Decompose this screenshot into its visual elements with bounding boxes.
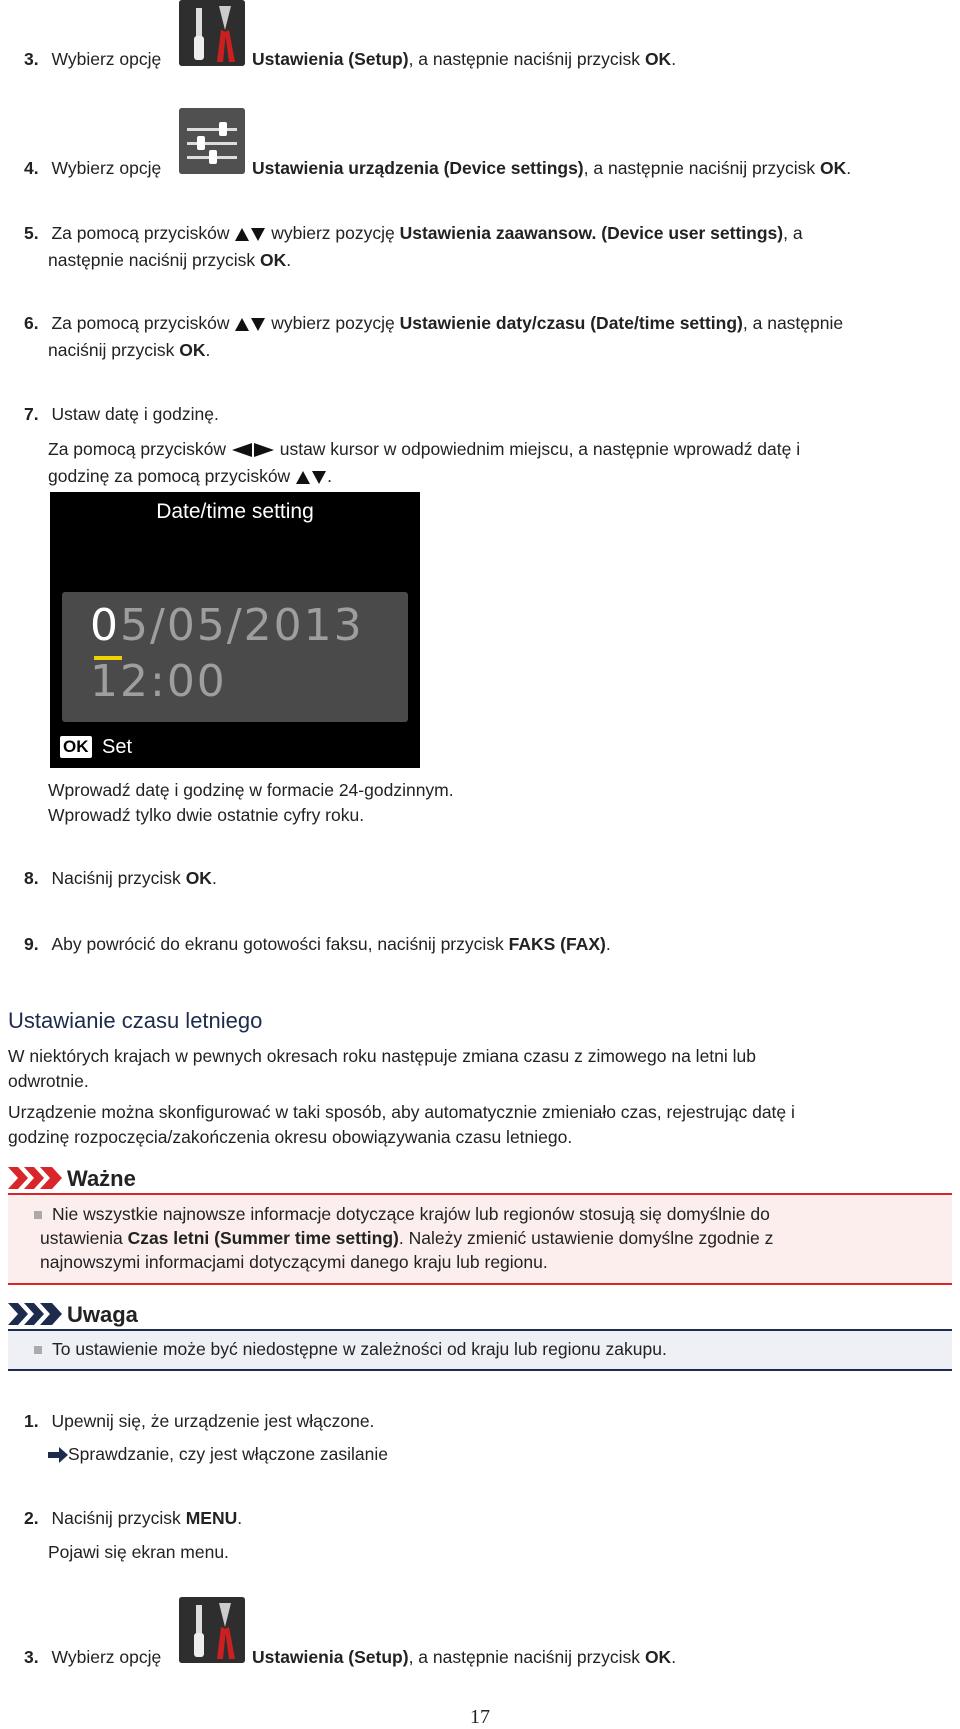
setup-label: Ustawienia (Setup) xyxy=(252,49,409,69)
note-l1 xyxy=(34,1338,667,1360)
step-number: 1. xyxy=(24,1411,39,1431)
step-text-end: , a następnie xyxy=(742,313,844,333)
important-text: Nie wszystkie najnowsze informacje dotyczące krajów lub regionów stosują się domyślnie do xyxy=(52,1204,770,1224)
lcd-date xyxy=(90,600,364,651)
lcd-title: Date/time setting xyxy=(156,500,314,523)
power-check-link-text: Sprawdzanie, czy jest włączone zasilanie xyxy=(68,1444,389,1464)
down-arrow-icon xyxy=(312,471,326,484)
step-number: 3. xyxy=(24,49,39,69)
step-text: Za pomocą przycisków xyxy=(51,223,230,243)
step-text-end: . xyxy=(205,340,211,360)
step-7 xyxy=(24,403,219,425)
step-text-mid: ustaw kursor w odpowiednim miejscu, a następnie wprowadź datę i xyxy=(274,439,801,459)
step-text: Wybierz opcję xyxy=(51,158,162,178)
step-text-mid: wybierz pozycję xyxy=(266,313,400,333)
step-3-rest xyxy=(252,48,676,70)
step-number: 2. xyxy=(24,1508,39,1528)
step-text-end: . xyxy=(327,466,332,486)
step-text: Wybierz opcję xyxy=(51,49,162,69)
step-7-note2: Wprowadź tylko dwie ostatnie cyfry roku. xyxy=(48,805,365,825)
setup-tools-icon xyxy=(179,0,245,66)
step-number: 8. xyxy=(24,868,39,888)
step-text-mid: wybierz pozycję xyxy=(266,223,400,243)
lcd-cursor-digit: 0 xyxy=(90,600,120,651)
step-text-mid: , a następnie naciśnij przycisk xyxy=(408,1647,645,1667)
date-time-setting-label: Ustawienie daty/czasu (Date/time setting) xyxy=(399,313,743,333)
step-text: następnie naciśnij przycisk xyxy=(48,250,261,270)
step-text: godzinę za pomocą przycisków xyxy=(48,466,291,486)
right-arrow-icon xyxy=(254,443,274,457)
step-4-rest xyxy=(252,157,851,179)
lcd-screen xyxy=(50,492,420,768)
section-title: Ustawianie czasu letniego xyxy=(8,1008,263,1033)
note-text: To ustawienie może być niedostępne w zależności od kraju lub regionu zakupu. xyxy=(52,1339,667,1359)
lcd-ok-badge: OK xyxy=(60,736,92,758)
step-text-end: . xyxy=(671,49,677,69)
lcd-date-panel xyxy=(62,592,408,722)
bottom-step-3 xyxy=(24,1646,161,1668)
step-text-end: , a xyxy=(783,223,803,243)
important-text-end: . Należy zmienić ustawienie domyślne zgodnie z xyxy=(398,1228,774,1248)
step-6-line2 xyxy=(48,339,210,361)
bottom-step-2 xyxy=(24,1507,242,1529)
down-arrow-icon xyxy=(251,228,265,241)
section-p1-l1: W niektórych krajach w pewnych okresach roku następuje zmiana czasu z zimowego na letni lub xyxy=(8,1046,756,1066)
important-l1 xyxy=(34,1203,770,1225)
ok-label: OK xyxy=(185,868,212,888)
important-title: Ważne xyxy=(67,1166,136,1191)
section-p2-l1: Urządzenie można skonfigurować w taki sposób, aby automatycznie zmieniało czas, rejestrując datę i xyxy=(8,1102,795,1122)
note-chevrons-icon xyxy=(8,1303,64,1330)
summer-time-setting-label: Czas letni (Summer time setting) xyxy=(127,1228,399,1248)
bullet-icon xyxy=(34,1211,42,1219)
page-number: 17 xyxy=(470,1706,490,1728)
bottom-step-2-sub: Pojawi się ekran menu. xyxy=(48,1542,229,1562)
section-p2-l2: godzinę rozpoczęcia/zakończenia okresu obowiązywania czasu letniego. xyxy=(8,1127,573,1147)
step-text: Aby powrócić do ekranu gotowości faksu, naciśnij przycisk xyxy=(51,934,509,954)
step-9 xyxy=(24,933,611,955)
up-arrow-icon xyxy=(235,318,249,331)
setup-tools-icon xyxy=(179,1597,245,1663)
step-text-end: . xyxy=(211,868,217,888)
step-text-end: . xyxy=(605,934,611,954)
step-number: 7. xyxy=(24,404,39,424)
step-text-end: . xyxy=(237,1508,243,1528)
step-number: 5. xyxy=(24,223,39,243)
step-3 xyxy=(24,48,161,70)
bottom-step-3-rest xyxy=(252,1646,676,1668)
bottom-step-1 xyxy=(24,1410,374,1432)
step-text-end: . xyxy=(286,250,292,270)
step-text-mid: , a następnie naciśnij przycisk xyxy=(408,49,645,69)
step-text: Naciśnij przycisk xyxy=(51,1508,186,1528)
up-arrow-icon xyxy=(235,228,249,241)
ok-label: OK xyxy=(644,1647,672,1667)
important-l2 xyxy=(40,1227,773,1249)
lcd-date-rest: 5/05/2013 xyxy=(120,600,364,651)
bullet-icon xyxy=(34,1346,42,1354)
device-settings-label: Ustawienia urządzenia (Device settings) xyxy=(252,158,584,178)
device-user-settings-label: Ustawienia zaawansow. (Device user settings) xyxy=(399,223,784,243)
step-7-p1 xyxy=(48,438,800,460)
note-title: Uwaga xyxy=(67,1302,138,1327)
setup-label: Ustawienia (Setup) xyxy=(252,1647,409,1667)
step-text: Wybierz opcję xyxy=(51,1647,162,1667)
step-5-line2 xyxy=(48,249,291,271)
step-number: 4. xyxy=(24,158,39,178)
step-7-p1-line2 xyxy=(48,465,332,487)
important-chevrons-icon xyxy=(8,1167,64,1194)
arrow-right-link-icon xyxy=(48,1447,68,1463)
step-5 xyxy=(24,222,803,244)
ok-label: OK xyxy=(179,340,206,360)
step-text-end: . xyxy=(671,1647,677,1667)
lcd-time: 12:00 xyxy=(90,656,227,707)
power-check-link[interactable] xyxy=(48,1443,388,1465)
down-arrow-icon xyxy=(251,318,265,331)
ok-label: OK xyxy=(260,250,287,270)
step-text-end: . xyxy=(846,158,852,178)
menu-button-label: MENU xyxy=(185,1508,238,1528)
up-arrow-icon xyxy=(296,471,310,484)
step-7-note1: Wprowadź datę i godzinę w formacie 24-godzinnym. xyxy=(48,780,454,800)
step-text: Za pomocą przycisków xyxy=(51,313,230,333)
step-text: Upewnij się, że urządzenie jest włączone. xyxy=(51,1411,375,1431)
ok-label: OK xyxy=(820,158,847,178)
step-text: Ustaw datę i godzinę. xyxy=(51,404,219,424)
step-text: Naciśnij przycisk xyxy=(51,868,186,888)
device-settings-sliders-icon xyxy=(179,108,245,174)
step-number: 9. xyxy=(24,934,39,954)
step-text: naciśnij przycisk xyxy=(48,340,180,360)
fax-button-label: FAKS (FAX) xyxy=(508,934,606,954)
section-p1-l2: odwrotnie. xyxy=(8,1071,89,1091)
step-6 xyxy=(24,312,843,334)
step-number: 6. xyxy=(24,313,39,333)
important-l3: najnowszymi informacjami dotyczącymi danego kraju lub regionu. xyxy=(40,1252,548,1272)
important-text: ustawienia xyxy=(40,1228,128,1248)
step-4 xyxy=(24,157,161,179)
step-number: 3. xyxy=(24,1647,39,1667)
ok-label: OK xyxy=(644,49,672,69)
step-text: Za pomocą przycisków xyxy=(48,439,226,459)
left-arrow-icon xyxy=(232,443,252,457)
lcd-set-label: Set xyxy=(102,736,133,758)
step-text-mid: , a następnie naciśnij przycisk xyxy=(583,158,821,178)
step-8 xyxy=(24,867,217,889)
